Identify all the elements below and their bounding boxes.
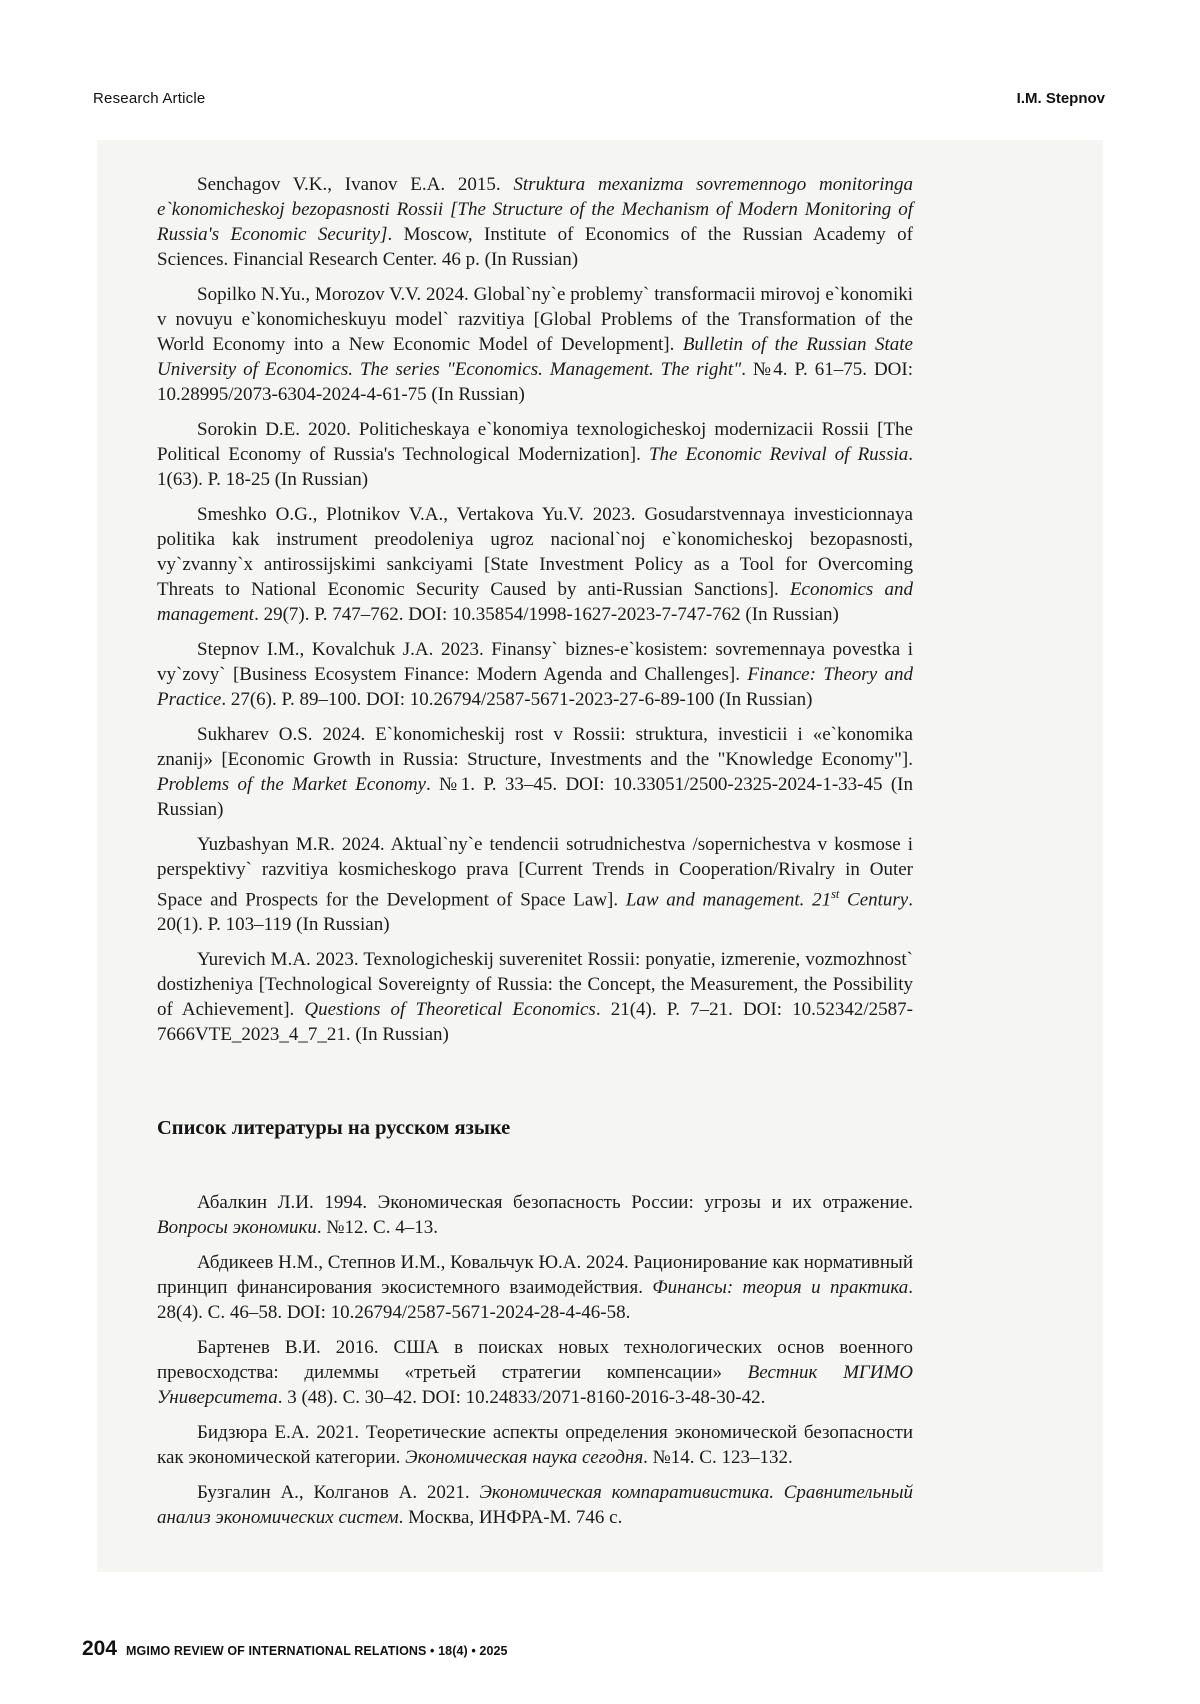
text-run: . Москва, ИНФРА-М. 746 с. bbox=[398, 1507, 623, 1529]
section-heading-russian: Список литературы на русском языке bbox=[157, 1117, 511, 1140]
article-type-label: Research Article bbox=[93, 90, 206, 107]
text-run: Yuzbashyan M.R. 2024. Aktual`ny`e tendencii sotrudnichestva /sopernichestva v kosmose i perspektivy` razvitiya kosmicheskogo prava [Current Trends in Cooperation/Rivalry in Outer Space and Prospects for the Development of Space Law]. bbox=[157, 834, 913, 911]
text-run: Bulletin of the Russian State University of Economics. The series "Economics. Management. The right" bbox=[157, 334, 913, 380]
text-run: . 28(4). С. 46–58. DOI: 10.26794/2587-5671-2024-28-4-46-58. bbox=[157, 1277, 913, 1324]
text-run: . Moscow, Institute of Economics of the Russian Academy of Sciences. Financial Research Center. 46 p. (In Russian) bbox=[157, 224, 913, 270]
reference-item bbox=[157, 1190, 913, 1240]
text-run: Вопросы экономики bbox=[157, 1217, 317, 1239]
text-run: . №12. С. 4–13. bbox=[316, 1217, 438, 1239]
text-run: Вестник МГИМО Университета bbox=[157, 1362, 913, 1409]
text-run: Бидзюра Е.А. 2021. Теоретические аспекты определения экономической безопасности как экономической категории. bbox=[157, 1422, 913, 1469]
text-run: . 29(7). P. 747–762. DOI: 10.35854/1998-1627-2023-7-747-762 (In Russian) bbox=[254, 604, 839, 625]
text-run: . 3 (48). С. 30–42. DOI: 10.24833/2071-8160-2016-3-48-30-42. bbox=[277, 1387, 766, 1409]
text-run: . 27(6). P. 89–100. DOI: 10.26794/2587-5671-2023-27-6-89-100 (In Russian) bbox=[221, 689, 813, 710]
text-run: Абдикеев Н.М., Степнов И.М., Ковальчук Ю.А. 2024. Рационирование как нормативный принцип финансирования экосистемного взаимодействия. bbox=[157, 1252, 913, 1299]
page-header bbox=[93, 90, 1105, 107]
reference-item bbox=[157, 1250, 913, 1325]
reference-item bbox=[157, 1335, 913, 1410]
text-run: Problems of the Market Economy bbox=[157, 774, 426, 795]
text-run: . 20(1). P. 103–119 (In Russian) bbox=[157, 889, 913, 936]
text-run: Stepnov I.M., Kovalchuk J.A. 2023. Finansy` biznes-e`kosistem: sovremennaya povestka i vy`zovy` [Business Ecosystem Finance: Modern Agenda and Challenges]. bbox=[157, 639, 913, 685]
text-run: Экономическая компаративистика. Сравнительный анализ экономических систем bbox=[157, 1482, 914, 1529]
text-run: . №14. С. 123–132. bbox=[643, 1447, 793, 1469]
page-number: 204 bbox=[82, 1637, 118, 1660]
text-run: Struktura mexanizma sovremennogo monitoringa e`konomicheskoj bezopasnosti Rossii [The Structure of the Mechanism of Modern Monitoring of Russia's Economic Security] bbox=[157, 174, 913, 245]
text-run: Бартенев В.И. 2016. США в поисках новых технологических основ военного превосходства: дилеммы «третьей стратегии компенсации» bbox=[157, 1337, 913, 1384]
reference-item bbox=[157, 282, 913, 407]
reference-item bbox=[157, 502, 913, 627]
text-run: Century bbox=[839, 889, 909, 911]
text-run: st bbox=[831, 887, 840, 901]
text-run: Абалкин Л.И. 1994. Экономическая безопасность России: угрозы и их отражение. bbox=[197, 1192, 913, 1214]
reference-item bbox=[157, 722, 913, 822]
text-run: . 1(63). P. 18-25 (In Russian) bbox=[157, 444, 914, 490]
running-head-author: I.M. Stepnov bbox=[1016, 90, 1105, 107]
reference-item bbox=[157, 417, 913, 492]
text-run: Sukharev O.S. 2024. E`konomicheskij rost v Rossii: struktura, investicii i «e`konomika znanij» [Economic Growth in Russia: Structure, Investments and the "Knowledge Economy"]. bbox=[157, 724, 913, 770]
text-run: Экономическая наука сегодня bbox=[405, 1447, 644, 1469]
text-run: Law and management. 21 bbox=[625, 889, 832, 911]
text-run: . №1. P. 33–45. DOI: 10.33051/2500-2325-2024-1-33-45 (In Russian) bbox=[157, 774, 913, 820]
text-run: Yurevich M.A. 2023. Texnologicheskij suverenitet Rossii: ponyatie, izmerenie, vozmozhnost` dostizheniya [Technological Sovereignty of Russia: the Concept, the Measurement, the Possibility of Achievement]. bbox=[157, 949, 913, 1021]
text-run: Sorokin D.E. 2020. Politicheskaya e`konomiya texnologicheskoj modernizacii Rossii [The Political Economy of Russia's Technological Modernization]. bbox=[157, 419, 913, 465]
text-run: Questions of Theoretical Economics bbox=[304, 999, 596, 1021]
reference-item bbox=[157, 637, 913, 712]
reference-item bbox=[157, 1420, 913, 1470]
text-run: Senchagov V.K., Ivanov E.A. 2015. bbox=[197, 174, 514, 195]
text-run: Бузгалин А., Колганов А. 2021. bbox=[197, 1482, 480, 1504]
references-panel bbox=[97, 140, 1103, 1572]
text-run: Sopilko N.Yu., Morozov V.V. 2024. Global`ny`e problemy` transformacii mirovoj e`konomiki v novuyu e`konomicheskuyu model` razvitiya [Global Problems of the Transformation of the World Economy into a New Economic Model of Development]. bbox=[157, 284, 913, 355]
text-run: Финансы: теория и практика bbox=[652, 1277, 909, 1299]
reference-item bbox=[157, 1480, 913, 1530]
text-run: Smeshko O.G., Plotnikov V.A., Vertakova Yu.V. 2023. Gosudarstvennaya investicionnaya politika kak instrument preodoleniya ugroz nacional`noj e`konomicheskoj bezopasnosti, vy`zvanny`x antirossijskimi sankciyami [State Investment Policy as a Tool for Overcoming Threats to National Economic Security Caused by anti-Russian Sanctions]. bbox=[157, 504, 913, 600]
reference-item bbox=[157, 947, 913, 1047]
text-run: The Economic Revival of Russia bbox=[648, 444, 909, 465]
reference-item bbox=[157, 832, 913, 937]
page-footer bbox=[82, 1637, 508, 1661]
text-run: . №4. P. 61–75. DOI: 10.28995/2073-6304-2024-4-61-75 (In Russian) bbox=[157, 359, 914, 405]
text-run: Finance: Theory and Practice bbox=[157, 664, 913, 710]
text-run: Economics and management bbox=[157, 579, 913, 625]
journal-running-title: MGIMO REVIEW OF INTERNATIONAL RELATIONS • 18(4) • 2025 bbox=[126, 1644, 508, 1658]
text-run: . 21(4). P. 7–21. DOI: 10.52342/2587-7666VTE_2023_4_7_21. (In Russian) bbox=[157, 999, 913, 1046]
reference-item bbox=[157, 172, 913, 272]
